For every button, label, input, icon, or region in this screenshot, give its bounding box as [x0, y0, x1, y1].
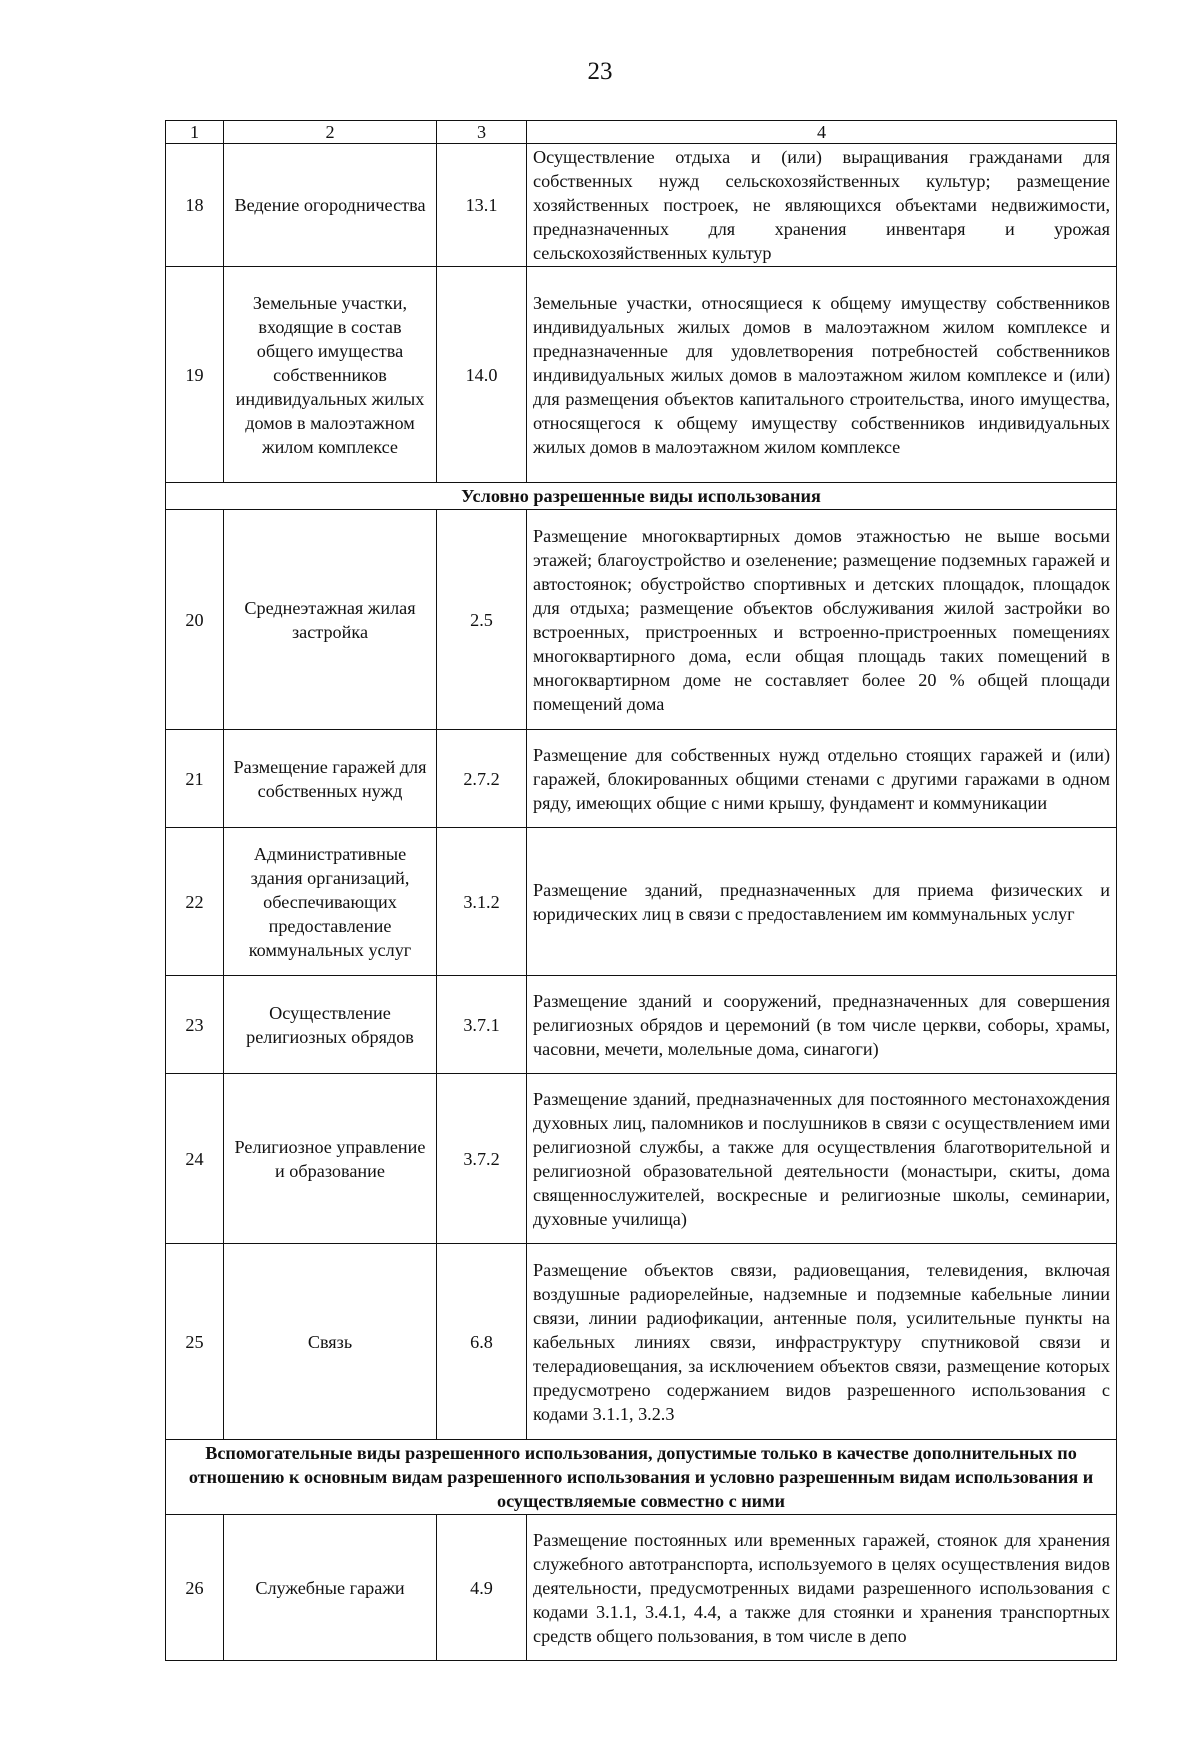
use-name: Связь	[224, 1244, 437, 1440]
use-name: Служебные гаражи	[224, 1515, 437, 1661]
row-number: 25	[166, 1244, 224, 1440]
use-description: Земельные участки, относящиеся к общему имуществу собственников индивидуальных жилых домов в малоэтажном жилом комплексе и предназначенные для удовлетворения потребностей собственников индивидуальных жилых домов в малоэтажном жилом комплексе и (или) для размещения объектов капитального строительства, иного имущества, относящегося к общему имуществу собственников индивидуальных жилых домов в малоэтажном жилом комплексе	[527, 267, 1117, 483]
use-code: 3.7.1	[437, 976, 527, 1074]
use-description: Осуществление отдыха и (или) выращивания гражданами для собственных нужд сельскохозяйственных культур; размещение хозяйственных построек, не являющихся объектами недвижимости, предназначенных для хранения инвентаря и урожая сельскохозяйственных культур	[527, 144, 1117, 267]
table-row	[166, 828, 1117, 976]
table-row	[166, 510, 1117, 730]
use-name: Административные здания организаций, обеспечивающих предоставление коммунальных услуг	[224, 828, 437, 976]
section-heading: Вспомогательные виды разрешенного использования, допустимые только в качестве дополнительных по отношению к основным видам разрешенного использования и условно разрешенным видам использования и осуществляемые совместно с ними	[166, 1440, 1117, 1515]
row-number: 26	[166, 1515, 224, 1661]
use-description: Размещение зданий и сооружений, предназначенных для совершения религиозных обрядов и церемоний (в том числе церкви, соборы, храмы, часовни, мечети, молельные дома, синагоги)	[527, 976, 1117, 1074]
use-code: 4.9	[437, 1515, 527, 1661]
section-heading: Условно разрешенные виды использования	[166, 483, 1117, 510]
table-row	[166, 144, 1117, 267]
use-name: Земельные участки, входящие в состав общего имущества собственников индивидуальных жилых домов в малоэтажном жилом комплексе	[224, 267, 437, 483]
section-row	[166, 1440, 1117, 1515]
use-code: 2.7.2	[437, 730, 527, 828]
page-number: 23	[587, 58, 613, 85]
header-col-4: 4	[527, 121, 1117, 144]
row-number: 22	[166, 828, 224, 976]
row-number: 24	[166, 1074, 224, 1244]
use-description: Размещение постоянных или временных гаражей, стоянок для хранения служебного автотранспорта, используемого в целях осуществления видов деятельности, предусмотренных видами разрешенного использования с кодами 3.1.1, 3.4.1, 4.4, а также для стоянки и хранения транспортных средств общего пользования, в том числе в депо	[527, 1515, 1117, 1661]
row-number: 18	[166, 144, 224, 267]
land-use-table	[165, 120, 1117, 1661]
use-description: Размещение зданий, предназначенных для постоянного местонахождения духовных лиц, паломников и послушников в связи с осуществлением ими религиозной службы, а также для осуществления благотворительной и религиозной образовательной деятельности (монастыри, скиты, дома священнослужителей, воскресные и религиозные школы, семинарии, духовные училища)	[527, 1074, 1117, 1244]
table-row	[166, 1074, 1117, 1244]
use-code: 13.1	[437, 144, 527, 267]
table-row	[166, 976, 1117, 1074]
header-col-3: 3	[437, 121, 527, 144]
table-row	[166, 730, 1117, 828]
use-name: Ведение огородничества	[224, 144, 437, 267]
use-name: Осуществление религиозных обрядов	[224, 976, 437, 1074]
section-row	[166, 483, 1117, 510]
table-row	[166, 267, 1117, 483]
use-code: 14.0	[437, 267, 527, 483]
use-code: 6.8	[437, 1244, 527, 1440]
header-col-1: 1	[166, 121, 224, 144]
use-code: 3.7.2	[437, 1074, 527, 1244]
use-description: Размещение объектов связи, радиовещания, телевидения, включая воздушные радиорелейные, надземные и подземные кабельные линии связи, линии радиофикации, антенные поля, усилительные пункты на кабельных линиях связи, инфраструктуру спутниковой связи и телерадиовещания, за исключением объектов связи, размещение которых предусмотрено содержанием видов разрешенного использования с кодами 3.1.1, 3.2.3	[527, 1244, 1117, 1440]
use-code: 2.5	[437, 510, 527, 730]
use-name: Религиозное управление и образование	[224, 1074, 437, 1244]
use-name: Размещение гаражей для собственных нужд	[224, 730, 437, 828]
header-row	[166, 121, 1117, 144]
row-number: 19	[166, 267, 224, 483]
table-row	[166, 1515, 1117, 1661]
use-name: Среднеэтажная жилая застройка	[224, 510, 437, 730]
row-number: 23	[166, 976, 224, 1074]
table-row	[166, 1244, 1117, 1440]
row-number: 21	[166, 730, 224, 828]
use-description: Размещение для собственных нужд отдельно стоящих гаражей и (или) гаражей, блокированных общими стенами с другими гаражами в одном ряду, имеющих общие с ними крышу, фундамент и коммуникации	[527, 730, 1117, 828]
header-col-2: 2	[224, 121, 437, 144]
use-description: Размещение зданий, предназначенных для приема физических и юридических лиц в связи с предоставлением им коммунальных услуг	[527, 828, 1117, 976]
use-code: 3.1.2	[437, 828, 527, 976]
row-number: 20	[166, 510, 224, 730]
use-description: Размещение многоквартирных домов этажностью не выше восьми этажей; благоустройство и озеленение; размещение подземных гаражей и автостоянок; обустройство спортивных и детских площадок, площадок для отдыха; размещение объектов обслуживания жилой застройки во встроенных, пристроенных и встроенно-пристроенных помещениях многоквартирного дома, если общая площадь таких помещений в многоквартирном доме не составляет более 20 % общей площади помещений дома	[527, 510, 1117, 730]
